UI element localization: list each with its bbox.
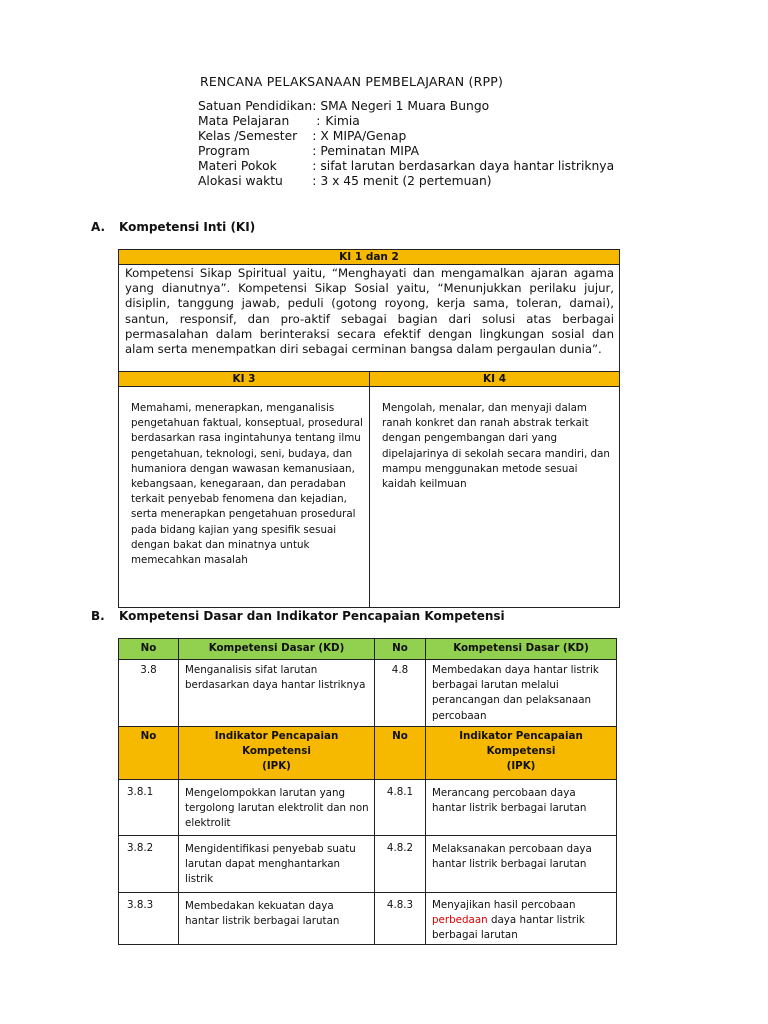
ipk-row [119, 893, 617, 945]
ipk-header-line: Indikator Pencapaian [459, 730, 583, 742]
meta-colon: : [312, 99, 317, 113]
ipk-header-line: Indikator Pencapaian [214, 730, 339, 742]
kd-header-row [119, 639, 617, 660]
ipk-header-line: (IPK) [506, 760, 536, 773]
meta-colon [312, 114, 320, 129]
ipk-header-line: Kompetensi [486, 745, 556, 758]
ipk-row [119, 780, 617, 836]
ipk-header-line: (IPK) [262, 760, 291, 773]
ipk-text: Mengelompokkan larutan yang tergolong larutan elektrolit dan non elektrolit [179, 780, 375, 836]
meta-label: Mata Pelajaran [198, 114, 290, 128]
section-b-title: Kompetensi Dasar dan Indikator Pencapaian Kompetensi [119, 609, 505, 623]
meta-colon-text: : [316, 114, 321, 128]
ipk-text: Mengidentifikasi penyebab suatu larutan dapat menghantarkan listrik [179, 836, 375, 893]
meta-colon: : [312, 129, 317, 143]
meta-value: Peminatan MIPA [320, 144, 419, 158]
ipk-no-header: No [375, 727, 426, 780]
highlighted-word: perbedaan [432, 914, 488, 927]
meta-row [198, 144, 614, 159]
ki12-header: KI 1 dan 2 [119, 250, 620, 265]
document-title: RENCANA PELAKSANAAN PEMBELAJARAN (RPP) [200, 74, 504, 89]
section-b-heading [91, 609, 505, 623]
ki-table [118, 249, 620, 608]
ki4-header: KI 4 [370, 372, 620, 387]
ki4-text: Mengolah, menalar, dan menyaji dalam ranah konkret dan ranah abstrak terkait dengan pengembangan dari yang dipelajarinya di sekolah secara mandiri, dan mampu menggunakan metode sesuai kaidah keilmuan [370, 387, 620, 608]
section-a-title: Kompetensi Inti (KI) [119, 220, 256, 234]
kd-table [118, 638, 617, 945]
ipk-header [426, 727, 617, 780]
ipk-text: Membedakan kekuatan daya hantar listrik berbagai larutan [179, 893, 375, 945]
meta-colon: : [312, 159, 317, 173]
ipk-number: 4.8.3 [375, 893, 426, 945]
meta-value [320, 114, 614, 129]
meta-row [198, 99, 614, 114]
ki12-text: Kompetensi Sikap Spiritual yaitu, “Menghayati dan mengamalkan ajaran agama yang dianutnya”. Kompetensi Sikap Sosial yaitu, “Menunjukkan perilaku jujur, disiplin, tanggung jawab, peduli (gotong royong, kerja sama, toleran, damai), santun, responsif, dan pro-aktif sebagai bagian dari solusi atas berbagai permasalahan dalam berinteraksi secara efektif dengan lingkungan sosial dan alam serta menempatkan diri sebagai cerminan bangsa dalam pergaulan dunia”. [119, 265, 620, 372]
ipk-number: 3.8.2 [119, 836, 179, 893]
kd-no-header: No [375, 639, 426, 660]
ipk-text: Melaksanakan percobaan daya hantar listrik berbagai larutan [426, 836, 617, 893]
meta-label: Materi Pokok [198, 159, 277, 173]
section-a-letter: A. [91, 220, 106, 234]
meta-label: Alokasi waktu [198, 174, 283, 188]
meta-label: Satuan Pendidikan [198, 99, 313, 113]
kd-number: 4.8 [375, 660, 426, 727]
ki3-header: KI 3 [119, 372, 370, 387]
meta-label: Kelas /Semester [198, 129, 298, 143]
kd-row [119, 660, 617, 727]
meta-row [198, 129, 614, 144]
ipk-number: 4.8.1 [375, 780, 426, 836]
meta-row [198, 114, 614, 129]
identity-table [198, 99, 614, 189]
meta-colon: : [312, 174, 317, 188]
meta-row [198, 174, 614, 189]
kd-text: Membedakan daya hantar listrik berbagai larutan melalui perancangan dan pelaksanaan percobaan [426, 660, 617, 727]
meta-value: sifat larutan berdasarkan daya hantar listriknya [320, 159, 615, 173]
kd-no-header: No [119, 639, 179, 660]
ipk-text-part: Menyajikan hasil percobaan [432, 899, 576, 911]
ipk-no-header: No [119, 727, 179, 780]
ipk-number: 4.8.2 [375, 836, 426, 893]
section-a-heading [91, 220, 255, 234]
ipk-text: Merancang percobaan daya hantar listrik berbagai larutan [426, 780, 617, 836]
meta-value: SMA Negeri 1 Muara Bungo [320, 99, 490, 113]
meta-value: 3 x 45 menit (2 pertemuan) [320, 174, 492, 188]
meta-value: X MIPA/Genap [320, 129, 407, 143]
ipk-number: 3.8.3 [119, 893, 179, 945]
ipk-header-row [119, 727, 617, 780]
meta-label: Program [198, 144, 250, 158]
ipk-text-part: daya hantar listrik berbagai larutan [432, 914, 585, 942]
kd-text: Menganalisis sifat larutan berdasarkan daya hantar listriknya [179, 660, 375, 727]
ki3-text: Memahami, menerapkan, menganalisis pengetahuan faktual, konseptual, prosedural berdasarkan rasa ingintahunya tentang ilmu pengetahuan, teknologi, seni, budaya, dan humaniora dengan wawasan kemanusiaan, kebangsaan, kenegaraan, dan peradaban terkait penyebab fenomena dan kejadian, serta menerapkan pengetahuan prosedural pada bidang kajian yang spesifik sesuai dengan bakat dan minatnya untuk memecahkan masalah [119, 387, 370, 608]
meta-value-text: Kimia [325, 114, 360, 128]
kd-header: Kompetensi Dasar (KD) [179, 639, 375, 660]
ipk-number: 3.8.1 [119, 780, 179, 836]
meta-colon: : [312, 144, 317, 158]
ipk-header [179, 727, 375, 780]
ipk-row [119, 836, 617, 893]
meta-row [198, 159, 614, 174]
section-b-letter: B. [91, 609, 105, 623]
kd-number: 3.8 [119, 660, 179, 727]
ipk-header-line: Kompetensi [242, 745, 311, 758]
ipk-text [426, 893, 617, 945]
kd-header: Kompetensi Dasar (KD) [426, 639, 617, 660]
